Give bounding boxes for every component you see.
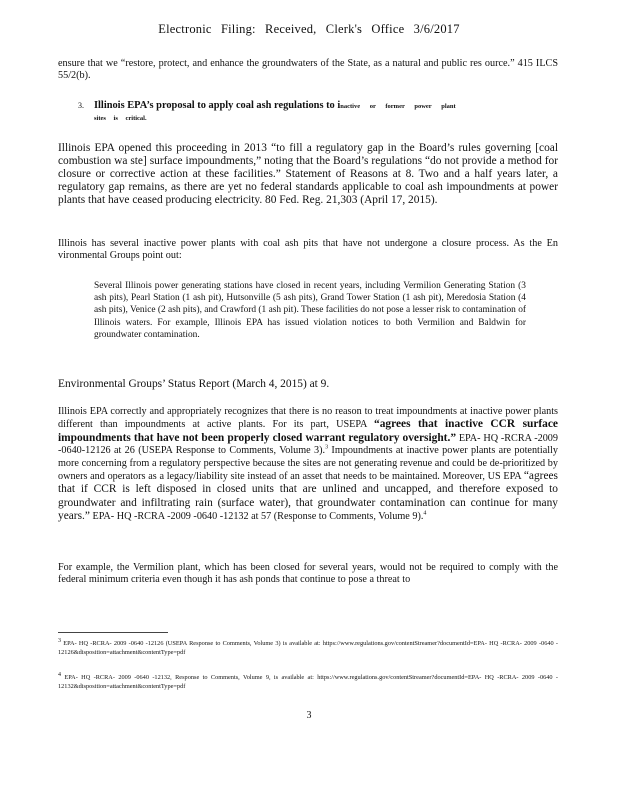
paragraph-3-part-d: Impoundments at inactive power plants are potentially more concerning from a regulatory perspective because the sites are not generating revenue and could be de-prioritized by owners and operators as a legacy/liability site instead of an asset that needs to be maintained. Moreover, US EPA (58, 445, 558, 483)
footnote-4-mark: 4 (58, 671, 61, 678)
paragraph-3-part-a: Illinois EPA correctly and appropriately recognizes that there is no reason to treat impoundments at inactive power plants different than impoundments at active plants. For its part, USEPA (58, 406, 558, 431)
paragraph-4: For example, the Vermilion plant, which has been closed for several years, would not be required to comply with the federal minimum criteria even though it has ash ponds that continue to pose a threat to (58, 562, 558, 586)
quote-citation: Environmental Groups’ Status Report (March 4, 2015) at 9. (58, 378, 330, 390)
footnote-3-text: EPA- HQ -RCRA- 2009 -0640 -12126 (USEPA Response to Comments, Volume 3) is available at: https://www.regulations.gov/contentStreamer?documentId=EPA- HQ -RCRA- 2009 -0640 - 12126&disposition=attachment&contentType=pdf (58, 640, 558, 656)
paragraph-3-usepa-quote-2: “agrees that if CCR is left disposed in closed units that are unlined and uncapped, and therefore exposed to groundwater and infiltrating rain (surface water), that groundwater contamination can continue for many years.” (58, 470, 558, 523)
section-heading (78, 100, 548, 126)
intro-paragraph: ensure that we “restore, protect, and enhance the groundwaters of the State, as a natural and public res ource.” 415 ILCS 55/2(b). (58, 58, 558, 82)
heading-bold-text: Illinois EPA’s proposal to apply coal ash regulations to i (94, 100, 341, 111)
paragraph-1: Illinois EPA opened this proceeding in 2013 “to fill a regulatory gap in the Board’s rules governing [coal combustion wa ste] surface impoundments,” noting that the Board’s regulations “do not provide a method for closure or corrective action at these facilities.” Statement of Reasons at 8. Two and a half years later, a regulatory gap remains, as there are yet no federal standards applicable to coal ash impoundments at power plants that have ceased producing electricity. 80 Fed. Reg. 21,303 (April 17, 2015). (58, 142, 558, 206)
heading-rest-text: nactive or former power plant (340, 103, 456, 110)
page-number: 3 (306, 710, 312, 721)
paragraph-2: Illinois has several inactive power plants with coal ash pits that have not undergone a closure process. As the En vironmental Groups point out: (58, 238, 558, 262)
block-quote: Several Illinois power generating stations have closed in recent years, including Vermilion Generating Station (3 ash pits), Pearl Station (1 ash pit), Hutsonville (5 ash pits), Grand Tower Station (1 ash pit), Meredosia Station (4 ash pits), Venice (2 ash pits), and Crawford (1 ash pit). These facilities do not pose a lesser risk to contamination of Illinois waters. For example, Illinois EPA has issued violation notices to both Vermilion and Baldwin for groundwater contamination. (94, 281, 526, 340)
paragraph-3-cite-1: EPA- HQ -RCRA -2009 -0640-12126 at 26 (USEPA Response to Comments, Volume 3). (58, 432, 558, 457)
paragraph-3-usepa-quote-1: “agrees that inactive CCR surface impoundments that have not been properly closed warrant regulatory oversight.” (58, 418, 558, 444)
heading-number: 3. (78, 101, 84, 110)
footnote-3-mark: 3 (58, 637, 61, 644)
footnote-4-text: EPA- HQ -RCRA- 2009 -0640 -12132, Response to Comments, Volume 9, is available at: https://www.regulations.gov/contentStreamer?documentId=EPA- HQ -RCRA- 2009 -0640 - 12132&disposition=attachment&contentType=pdf (58, 674, 559, 690)
footnote-3 (58, 637, 558, 657)
footnote-ref-4[interactable]: 4 (423, 510, 427, 517)
filing-header: Electronic Filing: Received, Clerk's Office 3/6/2017 (158, 22, 460, 36)
paragraph-3 (58, 406, 558, 524)
heading-continuation: sites is critical. (94, 115, 147, 123)
paragraph-3-cite-2: EPA- HQ -RCRA -2009 -0640 -12132 at 57 (Response to Comments, Volume 9). (92, 511, 424, 523)
footnote-ref-3[interactable]: 3 (325, 444, 329, 451)
footnote-divider (58, 632, 168, 633)
footnote-4 (58, 671, 559, 691)
